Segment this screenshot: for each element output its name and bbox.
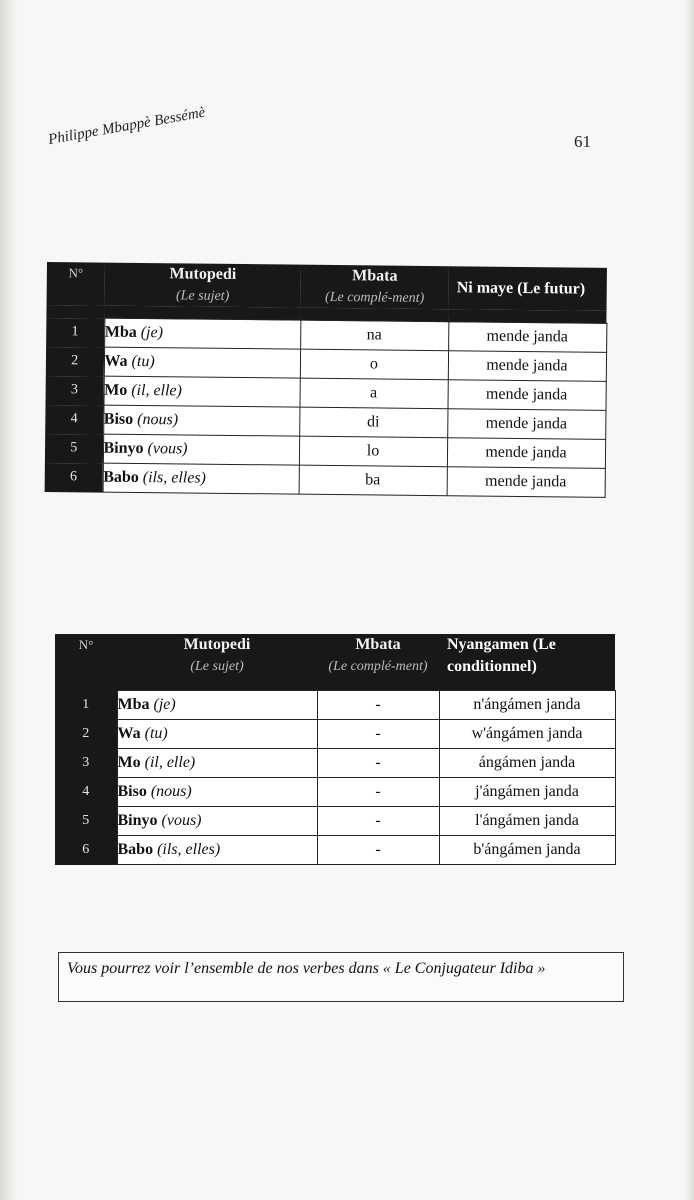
verb-form-cell: mende janda [447, 438, 605, 469]
page-edge-shadow [684, 0, 694, 1200]
subject-translation: (vous) [147, 440, 188, 458]
subject-translation: (nous) [137, 410, 179, 429]
table-header-row [47, 262, 607, 311]
subject-translation: (tu) [144, 725, 168, 742]
running-head: Philippe Mbappè Bessémè [47, 104, 207, 149]
subject-pronoun: Mo [104, 381, 128, 399]
footnote-box: Vous pourrez voir l’ensemble de nos verbes dans « Le Conjugateur Idiba » [58, 952, 624, 1002]
table-row [55, 807, 615, 836]
subject-pronoun: Wa [104, 352, 128, 370]
subject-pronoun: Biso [117, 783, 147, 800]
table-row [45, 462, 605, 497]
subject-cell [117, 807, 317, 836]
subject-cell [104, 376, 300, 407]
subject-header-subtitle: (Le sujet) [175, 288, 230, 304]
column-header-number: N° [55, 634, 117, 678]
subject-pronoun: Mba [104, 323, 137, 341]
page-number: 61 [574, 132, 591, 151]
complement-cell: - [317, 720, 439, 749]
complement-cell: di [299, 407, 447, 438]
future-conjugation-table [45, 262, 608, 498]
subject-translation: (je) [140, 323, 164, 342]
verb-form-cell: mende janda [448, 351, 606, 382]
subject-cell [104, 318, 300, 349]
verb-form-cell: mende janda [447, 467, 605, 498]
verb-form-cell: w'ángámen janda [439, 720, 615, 749]
complement-cell: a [299, 378, 447, 409]
subject-cell [117, 749, 317, 778]
verb-form-cell: j'ángámen janda [439, 778, 615, 807]
row-number: 5 [45, 433, 103, 463]
column-header-number: N° [47, 262, 105, 306]
table-row [55, 778, 615, 807]
complement-cell: - [317, 749, 439, 778]
row-number: 4 [55, 778, 117, 807]
subject-pronoun: Babo [103, 468, 139, 486]
table-row [55, 691, 615, 720]
column-header-subject [105, 263, 301, 308]
row-number: 1 [55, 691, 117, 720]
row-number: 6 [45, 462, 103, 492]
verb-form-cell: ángámen janda [439, 749, 615, 778]
column-header-complement [301, 265, 449, 310]
subject-pronoun: Mba [117, 696, 150, 713]
page-gutter-shadow [0, 0, 18, 1200]
table-header-row [55, 634, 615, 678]
row-number: 5 [55, 807, 117, 836]
subject-cell [104, 347, 300, 378]
row-number: 1 [46, 317, 104, 347]
table-row [55, 749, 615, 778]
subject-pronoun: Mo [117, 754, 141, 771]
verb-form-cell: n'ángámen janda [439, 691, 615, 720]
subject-pronoun: Wa [117, 725, 141, 742]
subject-pronoun: Binyo [103, 439, 144, 458]
subject-header-title: Mutopedi [183, 636, 251, 653]
subject-cell [103, 463, 299, 494]
complement-cell: lo [299, 436, 447, 467]
complement-header-subtitle: (Le complé-ment) [328, 659, 428, 674]
row-number: 2 [46, 346, 104, 376]
subject-cell [103, 405, 299, 436]
complement-cell: - [317, 778, 439, 807]
verb-form-cell: b'ángámen janda [439, 836, 615, 865]
subject-translation: (je) [153, 696, 176, 713]
complement-cell: o [300, 349, 448, 380]
subject-header-subtitle: (Le sujet) [190, 659, 244, 674]
column-header-tense: Ni maye (Le futur) [449, 266, 607, 311]
subject-pronoun: Binyo [117, 812, 158, 829]
complement-cell: na [300, 320, 448, 351]
subject-translation: (tu) [131, 352, 155, 371]
subject-pronoun: Babo [117, 841, 154, 858]
subject-translation: (il, elle) [131, 381, 182, 400]
complement-header-title: Mbata [355, 636, 401, 653]
verb-form-cell: mende janda [448, 322, 606, 353]
subject-cell [117, 691, 317, 720]
subject-cell [117, 836, 317, 865]
subject-cell [117, 720, 317, 749]
conditional-table-body [55, 678, 615, 865]
complement-cell: - [317, 807, 439, 836]
complement-cell: - [317, 836, 439, 865]
row-number: 2 [55, 720, 117, 749]
subject-header-title: Mutopedi [169, 265, 237, 283]
subject-cell [117, 778, 317, 807]
column-header-subject [117, 634, 317, 678]
complement-header-subtitle: (Le complé-ment) [324, 289, 425, 306]
subject-translation: (il, elle) [144, 754, 196, 771]
row-number: 4 [45, 404, 103, 434]
header-spacer-row [55, 678, 615, 691]
verb-form-cell: mende janda [447, 380, 605, 411]
subject-cell [103, 434, 299, 465]
complement-cell: - [317, 691, 439, 720]
subject-translation: (nous) [150, 783, 192, 800]
subject-translation: (ils, elles) [142, 469, 207, 487]
table-row [55, 836, 615, 865]
subject-translation: (vous) [161, 812, 202, 829]
column-header-tense: Nyangamen (Le conditionnel) [439, 634, 615, 678]
conditional-conjugation-table [55, 634, 616, 865]
column-header-complement [317, 634, 439, 678]
table-row [55, 720, 615, 749]
verb-form-cell: mende janda [447, 409, 605, 440]
subject-translation: (ils, elles) [157, 841, 221, 858]
row-number: 3 [46, 375, 104, 405]
row-number: 6 [55, 836, 117, 865]
future-table-body [45, 305, 607, 497]
row-number: 3 [55, 749, 117, 778]
complement-header-title: Mbata [352, 267, 398, 285]
verb-form-cell: l'ángámen janda [439, 807, 615, 836]
subject-pronoun: Biso [103, 410, 134, 428]
complement-cell: ba [299, 465, 447, 496]
